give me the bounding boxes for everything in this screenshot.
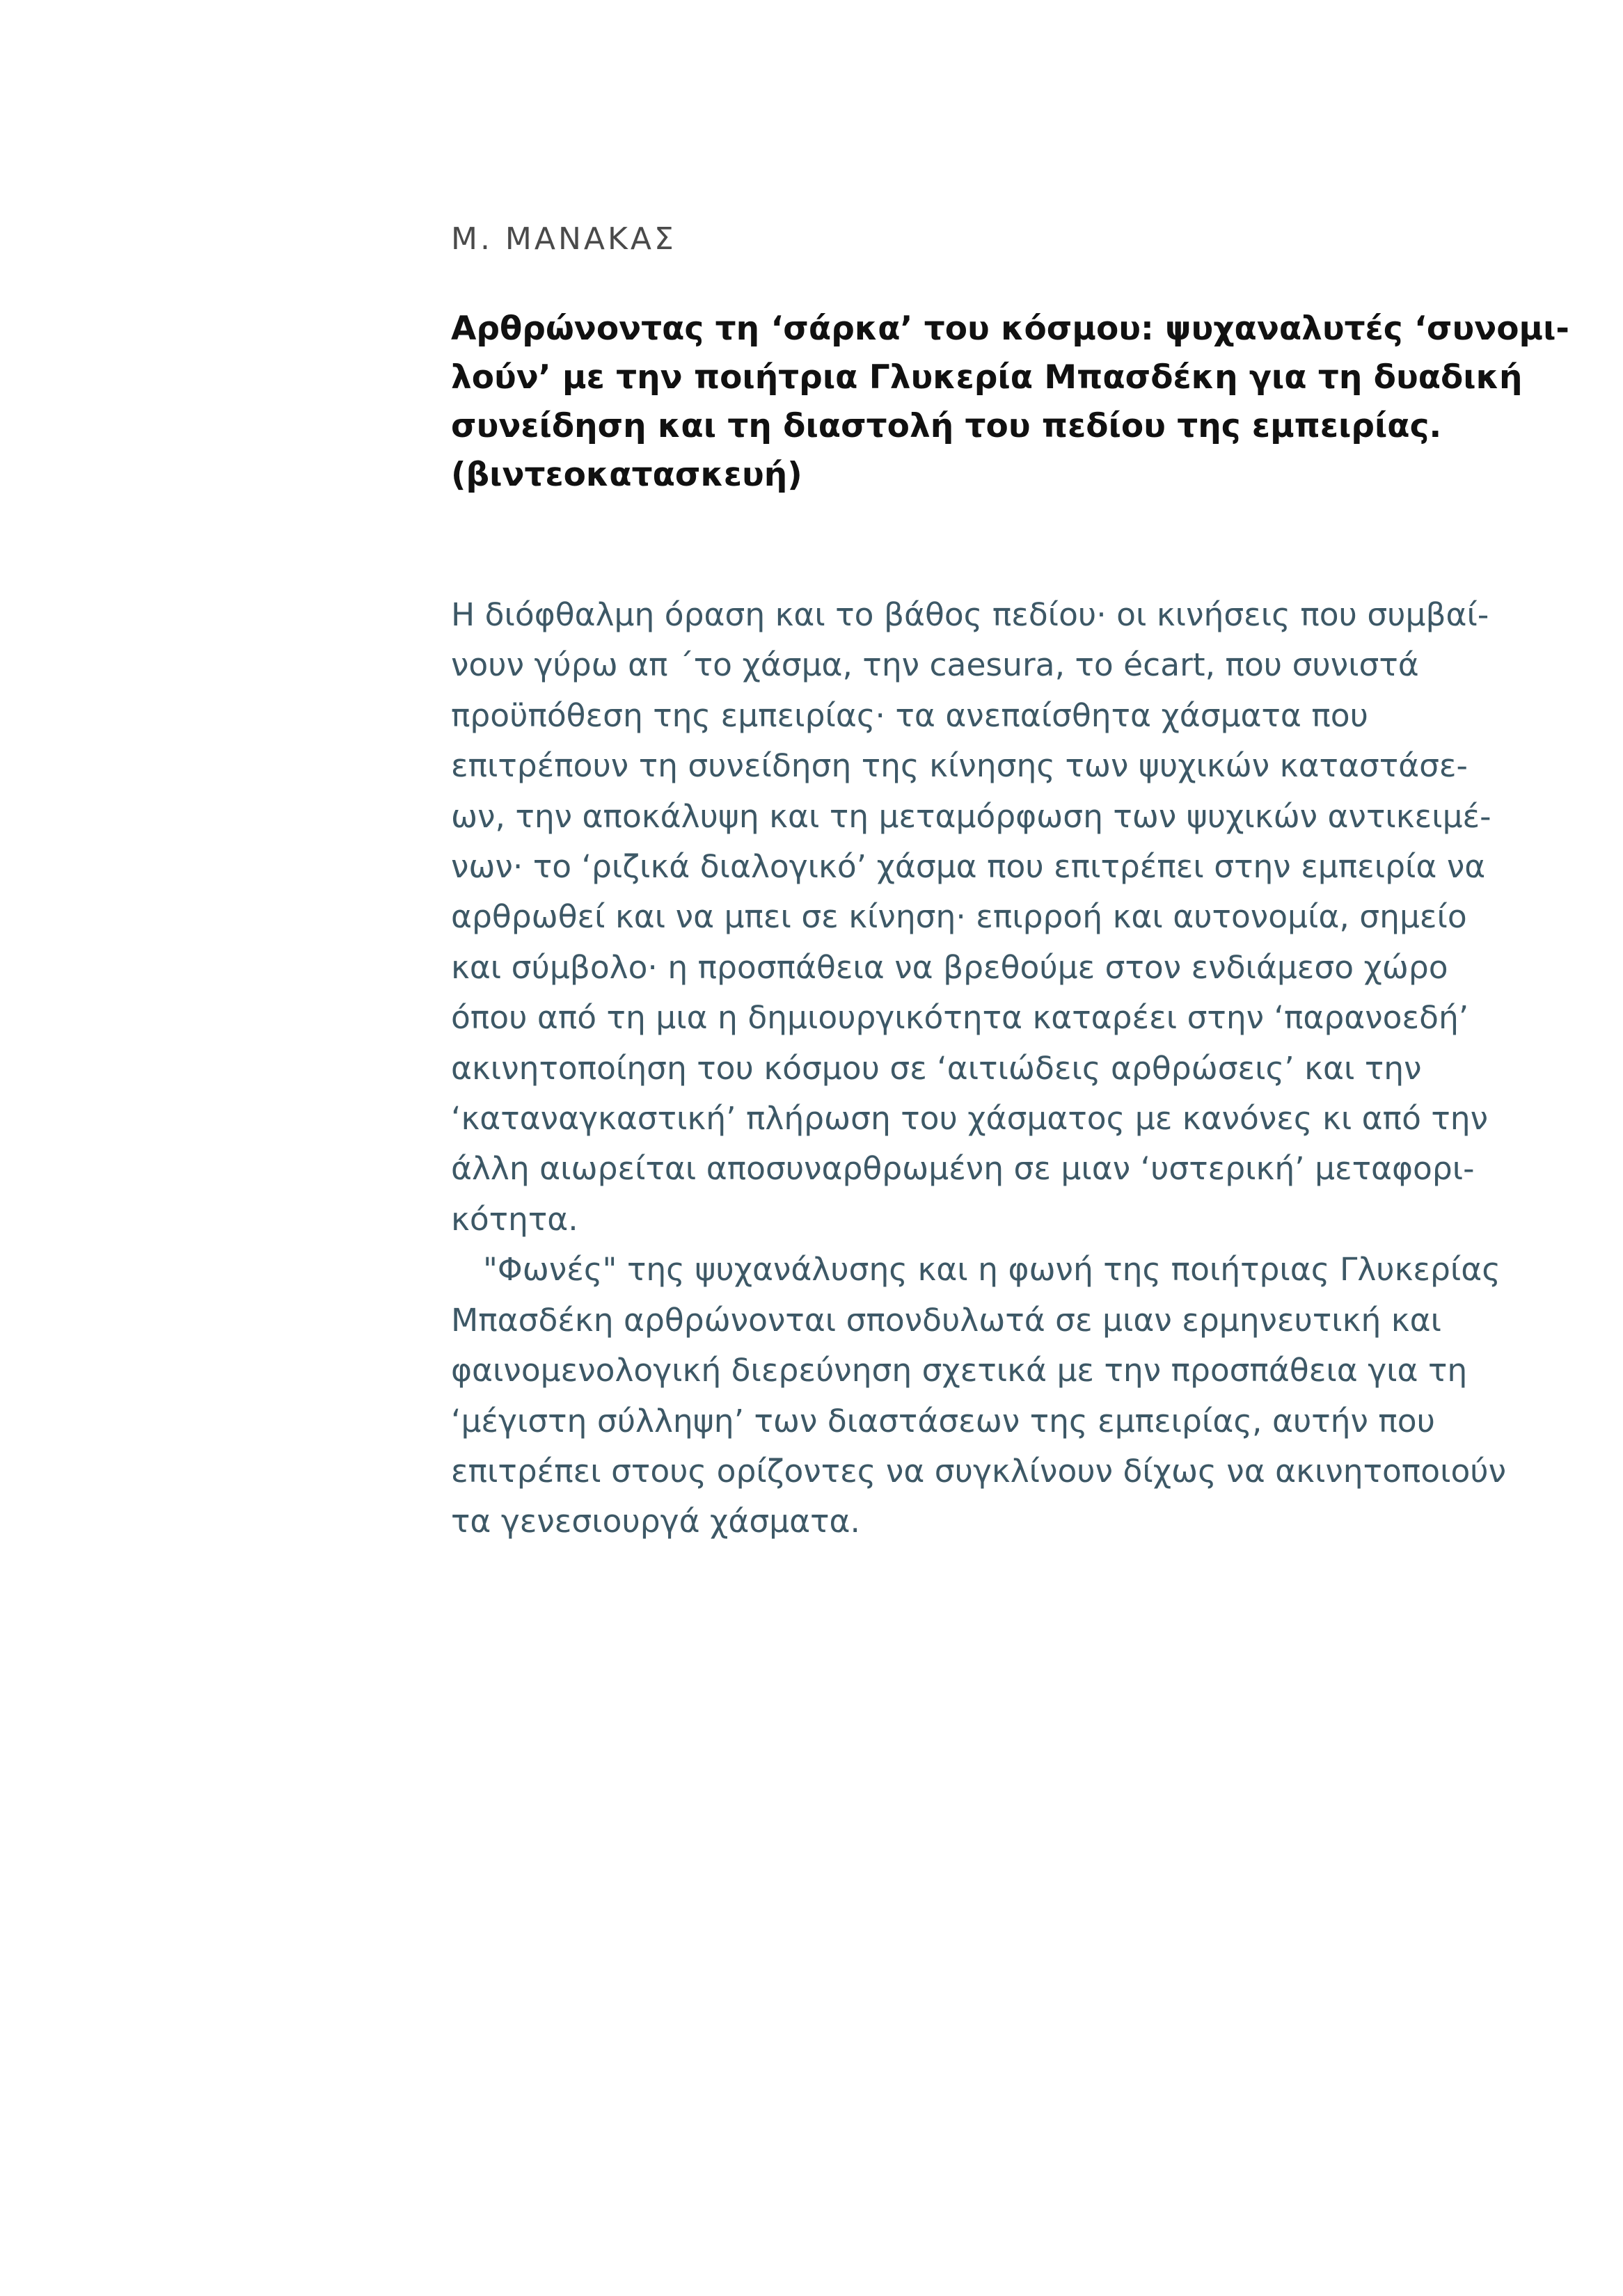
body-line: ‘καταναγκαστική’ πλήρωση του χάσματος με κανόνες κι από την — [451, 1100, 1489, 1138]
body-line: όπου από τη μια η δημιουργικότητα καταρέει στην ‘παρανοεδή’ — [451, 999, 1469, 1037]
paragraph-2 — [451, 1245, 1523, 1547]
body-line: επιτρέπει στους ορίζοντες να συγκλίνουν δίχως να ακινητοποιούν — [451, 1452, 1507, 1490]
body-line: Η διόφθαλμη όραση και το βάθος πεδίου· οι κινήσεις που συμβαί- — [451, 596, 1489, 633]
body-line: αρθρωθεί και να μπει σε κίνηση· επιρροή και αυτονομία, σημείο — [451, 898, 1467, 936]
paragraph-1 — [451, 590, 1523, 1245]
body-line: ακινητοποίηση του κόσμου σε ‘αιτιώδεις αρθρώσεις’ και την — [451, 1049, 1422, 1087]
title-line: λούν’ με την ποιήτρια Γλυκερία Μπασδέκη για τη δυαδική — [451, 358, 1523, 397]
body-line: επιτρέπουν τη συνείδηση της κίνησης των ψυχικών καταστάσε- — [451, 747, 1468, 785]
body-line: προϋπόθεση της εμπειρίας· τα ανεπαίσθητα χάσματα που — [451, 696, 1368, 734]
article-body — [451, 590, 1523, 1547]
body-line: Μπασδέκη αρθρώνονται σπονδυλωτά σε μιαν ερμηνευτική και — [451, 1301, 1441, 1339]
body-line: και σύμβολο· η προσπάθεια να βρεθούμε στον ενδιάμεσο χώρο — [451, 948, 1448, 986]
title-line: συνείδηση και τη διαστολή του πεδίου της εμπειρίας. — [451, 407, 1442, 445]
author-name: Μ. ΜΑΝΑΚΑΣ — [451, 221, 676, 257]
body-line: τα γενεσιουργά χάσματα. — [451, 1503, 860, 1540]
body-line: άλλη αιωρείται αποσυναρθρωμένη σε μιαν ‘υστερική’ μεταφορι- — [451, 1150, 1475, 1188]
body-line: "Φωνές" της ψυχανάλυσης και η φωνή της ποιήτριας Γλυκερίας — [483, 1251, 1501, 1289]
title-line: Αρθρώνοντας τη ‘σάρκα’ του κόσμου: ψυχαναλυτές ‘συνομι- — [451, 310, 1569, 348]
body-line: νων· το ‘ριζικά διαλογικό’ χάσμα που επιτρέπει στην εμπειρία να — [451, 848, 1486, 886]
body-line: ων, την αποκάλυψη και τη μεταμόρφωση των ψυχικών αντικειμέ- — [451, 797, 1491, 835]
body-line: ‘μέγιστη σύλληψη’ των διαστάσεων της εμπειρίας, αυτήν που — [451, 1402, 1435, 1440]
body-line: κότητα. — [451, 1200, 578, 1238]
body-line: φαινομενολογική διερεύνηση σχετικά με την προσπάθεια για τη — [451, 1352, 1468, 1389]
body-line: νουν γύρω απ ΄το χάσμα, την caesura, το écart, που συνιστά — [451, 646, 1419, 684]
article-title — [451, 305, 1569, 500]
title-line: (βιντεοκατασκευή) — [451, 456, 802, 494]
